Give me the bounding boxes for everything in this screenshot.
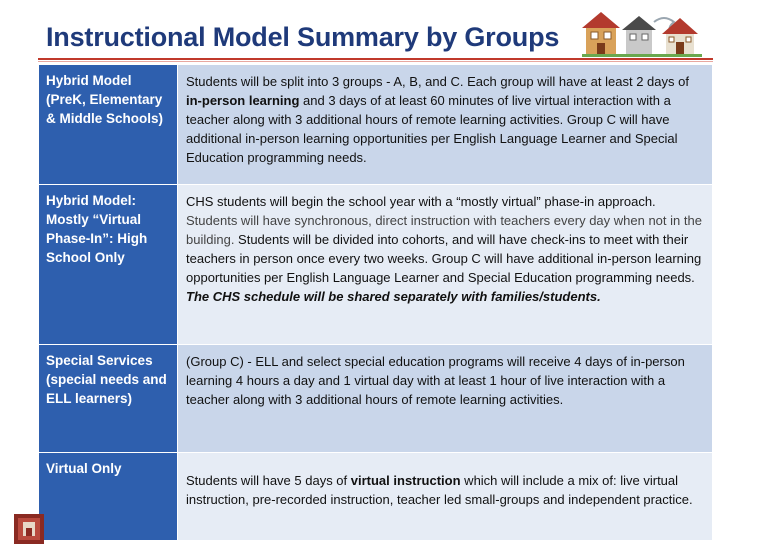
title-underline-secondary <box>38 61 713 62</box>
table-row <box>39 345 713 453</box>
table-row <box>39 65 713 185</box>
row-description: Students will have 5 days of virtual instruction which will include a mix of: live virtual instruction, pre-recorded instruction, teacher led small-groups and independent practice. <box>178 453 713 541</box>
instructional-model-table <box>38 64 713 541</box>
school-houses-icon <box>582 8 702 60</box>
row-description: (Group C) - ELL and select special education programs will receive 4 days of in-person learning 4 hours a day and 1 virtual day with at least 1 hour of live interaction with a teacher along with 3 additional hours of remote learning activities. <box>178 345 713 453</box>
row-header: Virtual Only <box>39 453 178 541</box>
row-header: Hybrid Model (PreK, Elementary & Middle Schools) <box>39 65 178 185</box>
row-header: Special Services (special needs and ELL learners) <box>39 345 178 453</box>
row-description: CHS students will begin the school year with a “mostly virtual” phase-in approach. Students will have synchronous, direct instruction with teachers every day when not in the building. Students will be divided into cohorts, and will have check-ins to meet with their teachers in person once every two weeks. Group C will have additional in-person learning opportunities per English Language Learner and Special Education programming needs. The CHS schedule will be shared separately with families/students. <box>178 185 713 345</box>
district-seal-icon <box>14 514 44 544</box>
row-header: Hybrid Model: Mostly “Virtual Phase-In”: High School Only <box>39 185 178 345</box>
table-row <box>39 185 713 345</box>
table-row <box>39 453 713 541</box>
title-underline <box>38 58 713 60</box>
row-description: Students will be split into 3 groups - A, B, and C. Each group will have at least 2 days of in-person learning and 3 days of at least 60 minutes of live virtual interaction with a teacher along with 3 additional hours of remote learning activities. Group C will have additional in-person learning opportunities per English Language Learner and Special Education programming needs. <box>178 65 713 185</box>
page-title: Instructional Model Summary by Groups <box>46 22 560 52</box>
